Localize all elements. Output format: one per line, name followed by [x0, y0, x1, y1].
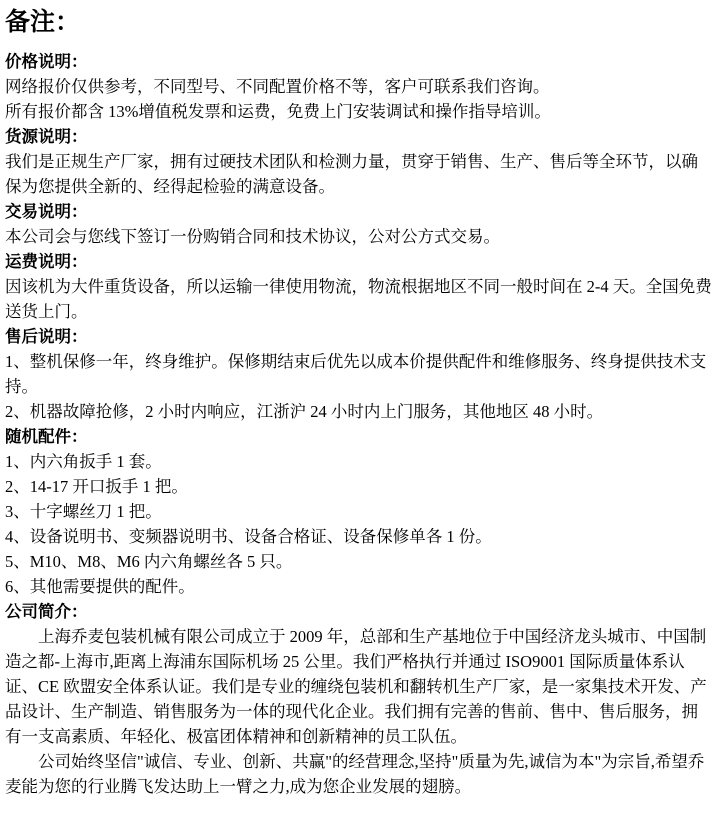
paragraph: 2、机器故障抢修，2 小时内响应，江浙沪 24 小时内上门服务，其他地区 48 小时。 — [5, 402, 604, 421]
section-heading: 交易说明： — [5, 202, 88, 221]
paragraph: 网络报价仅供参考，不同型号、不同配置价格不等，客户可联系我们咨询。 — [5, 77, 550, 96]
section — [5, 324, 713, 424]
paragraph: 所有报价都含 13%增值税发票和运费，免费上门安装调试和操作指导培训。 — [5, 102, 551, 121]
paragraph: 6、其他需要提供的配件。 — [5, 577, 195, 596]
paragraph: 5、M10、M8、M6 内六角螺丝各 5 只。 — [5, 552, 293, 571]
section — [5, 124, 713, 199]
section — [5, 49, 713, 124]
paragraph: 1、整机保修一年，终身维护。保修期结束后优先以成本价提供配件和维修服务、终身提供技术支持。 — [5, 352, 707, 396]
section — [5, 424, 713, 599]
section-heading: 随机配件： — [5, 427, 88, 446]
paragraph: 公司始终坚信"诚信、专业、创新、共赢"的经营理念,坚持"质量为先,诚信为本"为宗旨,希望乔麦能为您的行业腾飞发达助上一臂之力,成为您企业发展的翅膀。 — [5, 752, 705, 796]
section-heading: 货源说明： — [5, 127, 88, 146]
paragraph: 本公司会与您线下签订一份购销合同和技术协议，公对公方式交易。 — [5, 227, 500, 246]
paragraph: 我们是正规生产厂家，拥有过硬技术团队和检测力量，贯穿于销售、生产、售后等全环节，以确保为您提供全新的、经得起检验的满意设备。 — [5, 152, 698, 196]
paragraph: 因该机为大件重货设备，所以运输一律使用物流，物流根据地区不同一般时间在 2-4 天。全国免费送货上门。 — [5, 277, 712, 321]
page-title: 备注： — [5, 9, 81, 36]
section-heading: 价格说明： — [5, 52, 88, 71]
sections-container — [5, 49, 713, 799]
paragraph: 1、内六角扳手 1 套。 — [5, 452, 162, 471]
section — [5, 249, 713, 324]
section — [5, 599, 713, 799]
section-heading: 售后说明： — [5, 327, 88, 346]
paragraph: 3、十字螺丝刀 1 把。 — [5, 502, 162, 521]
paragraph: 2、14-17 开口扳手 1 把。 — [5, 477, 188, 496]
section-heading: 公司简介： — [5, 602, 88, 621]
section-heading: 运费说明： — [5, 252, 88, 271]
paragraph: 4、设备说明书、变频器说明书、设备合格证、设备保修单各 1 份。 — [5, 527, 492, 546]
section — [5, 199, 713, 249]
paragraph: 上海乔麦包装机械有限公司成立于 2009 年，总部和生产基地位于中国经济龙头城市、中国制造之都-上海市,距离上海浦东国际机场 25 公里。我们严格执行并通过 ISO9001 国际质量体系认证、CE 欧盟安全体系认证。我们是专业的缠绕包装机和翻转机生产厂家，是一家集技术开发、产品设计、生产制造、销售服务为一体的现代化企业。我们拥有完善的售前、售中、售后服务，拥有一支高素质、年轻化、极富团体精神和创新精神的员工队伍。 — [5, 627, 707, 746]
